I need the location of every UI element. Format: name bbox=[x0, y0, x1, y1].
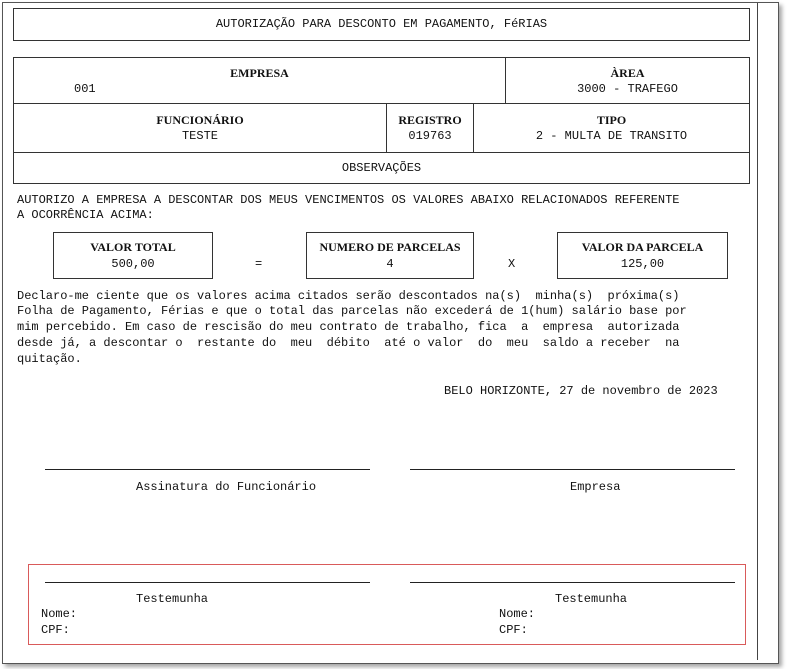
witness-left-cpf: CPF: bbox=[41, 623, 70, 637]
funcionario-value: TESTE bbox=[181, 129, 218, 143]
numero-parcelas-value: 4 bbox=[386, 257, 394, 271]
declaration-line-1: Declaro-me ciente que os valores acima citados serão descontados na(s) minha(s) próxima(s) bbox=[17, 289, 680, 303]
valor-parcela-value: 125,00 bbox=[620, 257, 665, 271]
company-signature-line bbox=[410, 469, 735, 470]
registro-cell bbox=[386, 103, 474, 153]
observacoes-header bbox=[13, 152, 750, 184]
valor-parcela-box bbox=[557, 232, 728, 279]
valor-total-label: VALOR TOTAL bbox=[90, 240, 176, 254]
declaration-line-3: mim percebido. Em caso de rescisão do meu contrato de trabalho, fica a empresa autorizada bbox=[17, 320, 680, 334]
times-sign: X bbox=[508, 257, 516, 271]
tipo-cell bbox=[473, 103, 750, 153]
declaration-line-5: quitação. bbox=[17, 352, 82, 366]
document-title: AUTORIZAÇÃO PARA DESCONTO EM PAGAMENTO, FéRIAS bbox=[13, 8, 750, 41]
registro-value: 019763 bbox=[408, 129, 452, 143]
valor-total-box bbox=[53, 232, 213, 279]
area-value: 3000 - TRAFEGO bbox=[577, 82, 678, 96]
funcionario-cell bbox=[13, 103, 387, 153]
declaration-line-2: Folha de Pagamento, Férias e que o total das parcelas não excederá de 1(hum) salário base por bbox=[17, 304, 687, 318]
employee-signature-line bbox=[45, 469, 370, 470]
numero-parcelas-label: NUMERO DE PARCELAS bbox=[319, 240, 461, 254]
witness-right-nome: Nome: bbox=[499, 607, 536, 621]
page-edge bbox=[757, 3, 758, 660]
funcionario-label: FUNCIONÁRIO bbox=[156, 113, 244, 127]
witness-left-nome: Nome: bbox=[41, 607, 78, 621]
numero-parcelas-box bbox=[306, 232, 474, 279]
declaration-line-4: desde já, a descontar o restante do meu débito até o valor do meu saldo a receber na bbox=[17, 336, 680, 350]
empresa-value: 001 bbox=[74, 82, 96, 96]
date-line: BELO HORIZONTE, 27 de novembro de 2023 bbox=[444, 384, 718, 398]
witness-right-cpf: CPF: bbox=[499, 623, 528, 637]
empresa-label: EMPRESA bbox=[230, 66, 289, 80]
observacoes-label: OBSERVAÇÕES bbox=[341, 161, 422, 175]
equals-sign: = bbox=[255, 257, 263, 271]
valor-parcela-label: VALOR DA PARCELA bbox=[581, 240, 704, 254]
witness-right-label: Testemunha bbox=[555, 592, 628, 606]
registro-label: REGISTRO bbox=[398, 113, 462, 127]
valor-total-value: 500,00 bbox=[111, 257, 155, 271]
witness-right-line bbox=[410, 582, 735, 583]
company-signature-label: Empresa bbox=[570, 480, 621, 494]
witness-left-label: Testemunha bbox=[136, 592, 209, 606]
witness-left-line bbox=[45, 582, 370, 583]
tipo-value: 2 - MULTA DE TRANSITO bbox=[535, 129, 688, 143]
authorization-line-2: A OCORRÊNCIA ACIMA: bbox=[17, 208, 154, 222]
tipo-label: TIPO bbox=[596, 113, 627, 127]
authorization-line-1: AUTORIZO A EMPRESA A DESCONTAR DOS MEUS VENCIMENTOS OS VALORES ABAIXO RELACIONADOS REFERENTE bbox=[17, 193, 680, 207]
employee-signature-label: Assinatura do Funcionário bbox=[136, 480, 317, 494]
area-label: ÀREA bbox=[610, 66, 645, 80]
area-cell bbox=[505, 57, 750, 104]
empresa-cell bbox=[13, 57, 506, 104]
